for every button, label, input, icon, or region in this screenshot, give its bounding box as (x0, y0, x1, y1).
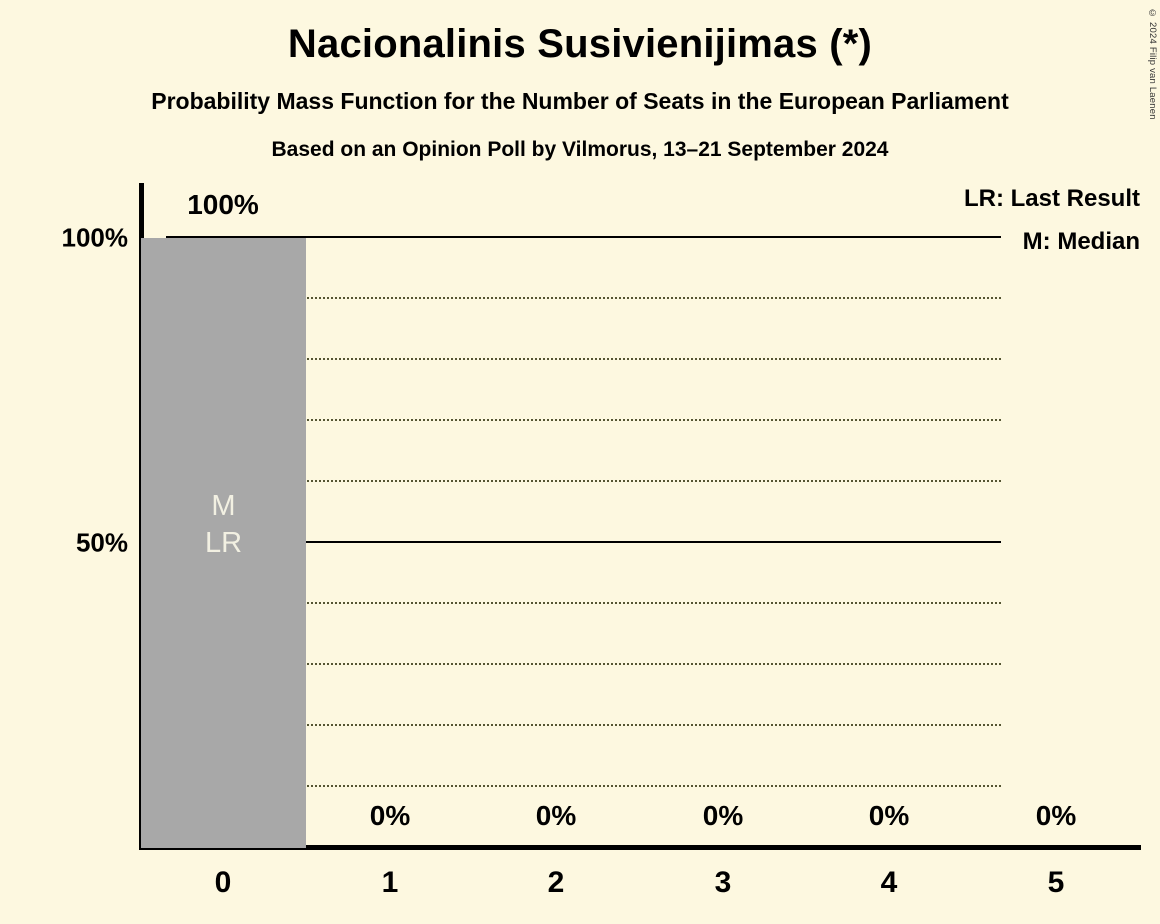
chart-source-line: Based on an Opinion Poll by Vilmorus, 13–21 September 2024 (271, 138, 889, 161)
bar-value-5: 0% (1035, 800, 1077, 831)
x-tick-label-0: 0 (214, 866, 232, 899)
y-tick-label-50: 50% (75, 527, 128, 558)
x-tick-label-1: 1 (381, 866, 399, 899)
legend-median: M: Median (1022, 228, 1140, 255)
x-tick-label-3: 3 (714, 866, 732, 899)
bar-value-4: 0% (868, 800, 910, 831)
chart-subtitle: Probability Mass Function for the Number of Seats in the European Parliament (151, 88, 1009, 114)
plot-area (139, 183, 1140, 848)
bar-0-markers (141, 488, 306, 562)
x-tick-label-5: 5 (1047, 866, 1065, 899)
bar-0[interactable] (141, 238, 306, 848)
y-tick-label-100: 100% (61, 222, 128, 253)
chart-title: Nacionalinis Susivienijimas (*) (287, 22, 873, 66)
bar-value-1: 0% (369, 800, 411, 831)
median-marker: M (211, 490, 236, 522)
last-result-marker: LR (204, 527, 243, 560)
x-tick-label-4: 4 (880, 866, 898, 899)
legend-last-result: LR: Last Result (963, 185, 1140, 212)
copyright-notice: © 2024 Filip van Laenen (1147, 8, 1158, 120)
bar-value-0: 100% (187, 189, 259, 220)
x-tick-label-2: 2 (547, 866, 565, 899)
bar-value-2: 0% (535, 800, 577, 831)
bar-value-3: 0% (702, 800, 744, 831)
